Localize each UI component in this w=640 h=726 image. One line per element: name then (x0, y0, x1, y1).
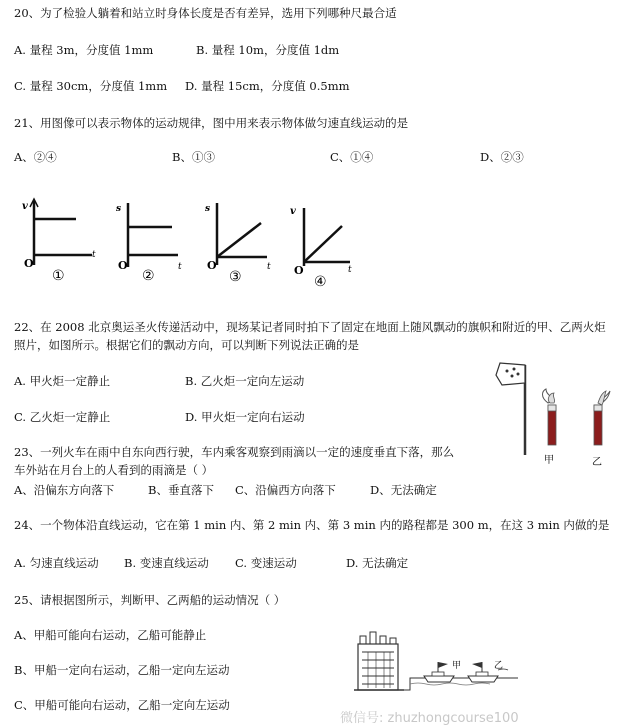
harbor-figure (348, 630, 523, 700)
q22-option-a: A. 甲火炬一定静止 (14, 374, 111, 388)
q21-option-b: B、①③ (172, 150, 215, 164)
graph-4-origin: O (294, 264, 304, 277)
graph-3-y-label: s (205, 204, 211, 214)
q25-stem: 25、请根据图所示，判断甲、乙两船的运动情况（ ） (14, 593, 286, 607)
q24-stem: 24、一个物体沿直线运动，它在第 1 min 内、第 2 min 内、第 3 min 内的路程都是 300 m，在这 3 min 内做的是 (14, 518, 610, 532)
q22-option-c: C. 乙火炬一定静止 (14, 410, 111, 424)
q25-option-c: C、甲船可能向右运动，乙船一定向左运动 (14, 698, 230, 712)
graph-1-number: ① (52, 268, 65, 284)
q23-stem-line2: 车外站在月台上的人看到的雨滴是（ ） (14, 463, 214, 477)
q22-option-b: B. 乙火炬一定向左运动 (185, 374, 305, 388)
q22-stem-line1: 22、在 2008 北京奥运圣火传递活动中，现场某记者同时拍下了固定在地面上随风飘动的旗帜和附近的甲、乙两火炬 (14, 320, 606, 334)
q20-option-d: D. 量程 15cm，分度值 0.5mm (185, 79, 350, 93)
q23-option-a: A、沿偏东方向落下 (14, 483, 115, 497)
q22-option-d: D. 甲火炬一定向右运动 (185, 410, 305, 424)
graph-2 (114, 195, 194, 285)
q24-option-a: A. 匀速直线运动 (14, 556, 99, 570)
graph-2-number: ② (142, 268, 155, 284)
factory-icon (354, 632, 404, 690)
graph-1-x-label: t (92, 250, 96, 260)
torch-jia-label: 甲 (544, 455, 554, 466)
boat-jia-label: 甲 (452, 661, 462, 671)
flag-torch-figure (490, 355, 620, 475)
graph-4-number: ④ (314, 274, 327, 290)
graph-1-origin: O (24, 257, 34, 270)
torch-yi-icon (594, 391, 610, 445)
q25-option-b: B、甲船一定向右运动，乙船一定向左运动 (14, 663, 230, 677)
q21-option-a: A、②④ (14, 150, 57, 164)
q21-stem: 21、用图像可以表示物体的运动规律，图中用来表示物体做匀速直线运动的是 (14, 116, 409, 130)
graph-1 (20, 195, 100, 285)
graph-3-number: ③ (229, 269, 242, 285)
q21-option-c: C、①④ (330, 150, 374, 164)
boat-jia-icon (424, 662, 454, 682)
graph-2-x-label: t (178, 262, 182, 272)
q20-option-b: B. 量程 10m，分度值 1dm (196, 43, 340, 57)
graph-4-y-label: v (290, 206, 296, 217)
graph-2-y-label: s (116, 204, 122, 214)
q20-option-c: C. 量程 30cm，分度值 1mm (14, 79, 168, 93)
q24-option-b: B. 变速直线运动 (124, 556, 209, 570)
q22-stem-line2: 照片，如图所示。根据它们的飘动方向，可以判断下列说法正确的是 (14, 338, 359, 352)
q24-option-c: C. 变速运动 (235, 556, 297, 570)
q24-option-d: D. 无法确定 (346, 556, 409, 570)
graph-4 (290, 200, 370, 292)
boat-yi-label: 乙 (494, 661, 504, 671)
graph-3-x-label: t (267, 262, 271, 272)
q23-option-b: B、垂直落下 (148, 483, 214, 497)
q25-option-a: A、甲船可能向右运动，乙船可能静止 (14, 628, 207, 642)
torch-jia-icon (543, 389, 557, 445)
torch-yi-label: 乙 (592, 457, 602, 468)
q20-option-a: A. 量程 3m，分度值 1mm (14, 43, 154, 57)
q21-option-d: D、②③ (480, 150, 524, 164)
graph-4-x-label: t (348, 265, 352, 275)
flag-icon (496, 363, 525, 385)
graph-3 (203, 195, 283, 285)
q23-option-d: D、无法确定 (370, 483, 437, 497)
q20-stem: 20、为了检验人躺着和站立时身体长度是否有差异，选用下列哪种尺最合适 (14, 6, 397, 20)
graph-2-origin: O (118, 259, 128, 272)
graph-3-origin: O (207, 259, 217, 272)
watermark: 微信号: zhuzhongcourse100 (340, 711, 519, 726)
q23-option-c: C、沿偏西方向落下 (235, 483, 336, 497)
graph-1-y-label: v (22, 201, 28, 212)
q23-stem-line1: 23、一列火车在雨中自东向西行驶，车内乘客观察到雨滴以一定的速度垂直下落，那么 (14, 445, 455, 459)
